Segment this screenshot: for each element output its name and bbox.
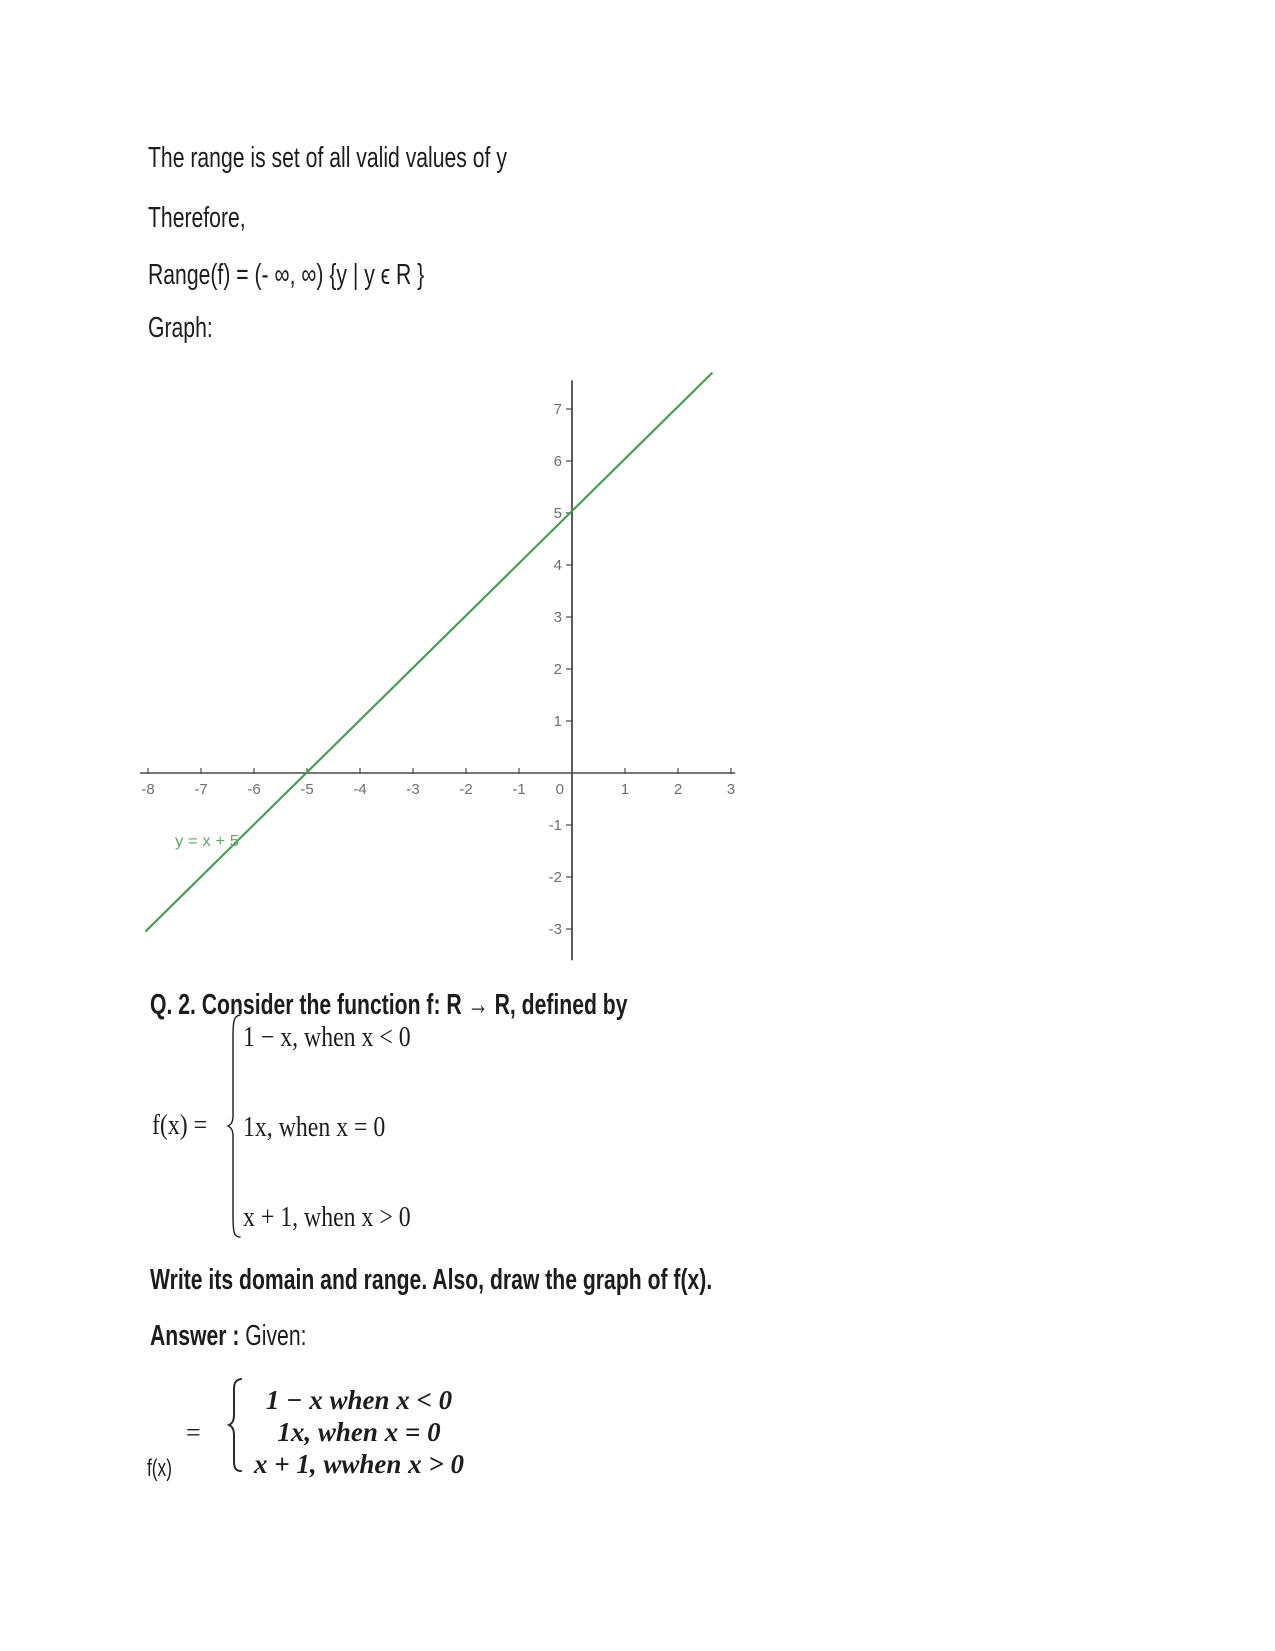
paragraph-therefore: [148, 204, 282, 233]
x-tick-label: 1: [620, 781, 630, 798]
piecewise1-case-3: x + 1, when x > 0: [243, 1202, 411, 1233]
brace-glyph: [229, 1379, 241, 1471]
task-line: [150, 1266, 920, 1295]
y-tick-label: 4: [553, 557, 562, 574]
line-equation-label: y = x + 5: [175, 832, 240, 850]
piecewise1-case-2: 1x, when x = 0: [243, 1112, 386, 1143]
graph-caption-text: Graph:: [148, 312, 213, 344]
paragraph-graph-caption: [148, 314, 237, 343]
piecewise2-lhs: f(x): [147, 1455, 172, 1482]
piecewise1-case-1: 1 − x, when x < 0: [243, 1022, 411, 1053]
x-tick-label: -6: [247, 781, 261, 798]
brace-glyph: [228, 1015, 240, 1237]
answer-line: [150, 1322, 364, 1351]
y-tick-label: 7: [553, 401, 562, 418]
paragraph-therefore-text: Therefore,: [148, 202, 246, 234]
x-tick-label: -5: [300, 781, 314, 798]
x-tick-label: -7: [194, 781, 208, 798]
x-tick-label: 2: [673, 781, 683, 798]
x-tick-label: -8: [141, 781, 155, 798]
y-tick-label: 1: [553, 713, 562, 730]
x-tick-label: -1: [512, 781, 526, 798]
graph-y-equals-x-plus-5: [130, 345, 775, 970]
y-tick-label: -2: [548, 869, 562, 886]
x-tick-label: -3: [406, 781, 420, 798]
paragraph-range-note-text: The range is set of all valid values of y: [148, 142, 507, 174]
piecewise2-case-1: 1 − x when x < 0: [265, 1385, 453, 1415]
x-tick-label: 3: [726, 781, 736, 798]
x-tick-label: -2: [459, 781, 473, 798]
y-tick-label: 6: [553, 453, 562, 470]
y-tick-label: -1: [548, 817, 562, 834]
y-tick-label: 3: [553, 609, 562, 626]
range-formula-text: Range(f) = (- ∞, ∞) {y | y ϵ R }: [148, 259, 425, 291]
answer-text: Given:: [245, 1320, 307, 1352]
piecewise2-case-3: x + 1, wwhen x > 0: [253, 1449, 465, 1479]
piecewise1-lhs: f(x) =: [152, 1110, 208, 1141]
piecewise2-cases: [243, 1384, 475, 1480]
piecewise2-case-2: 1x, when x = 0: [277, 1417, 441, 1447]
y-tick-label: -3: [548, 921, 562, 938]
question-2-heading-text: Q. 2. Consider the function f: R → R, defined by: [150, 989, 628, 1021]
piecewise2-equals: =: [186, 1418, 201, 1447]
question-2-heading: [150, 991, 804, 1020]
paragraph-range-note: [148, 144, 640, 173]
x-tick-label: -4: [353, 781, 367, 798]
x-tick-label: 0: [555, 781, 564, 798]
y-tick-label: 2: [553, 661, 562, 678]
paragraph-range-formula: [148, 261, 526, 290]
answer-label: Answer :: [150, 1320, 240, 1352]
y-tick-label: 5: [553, 505, 562, 522]
task-line-text: Write its domain and range. Also, draw the graph of f(x).: [150, 1264, 713, 1296]
